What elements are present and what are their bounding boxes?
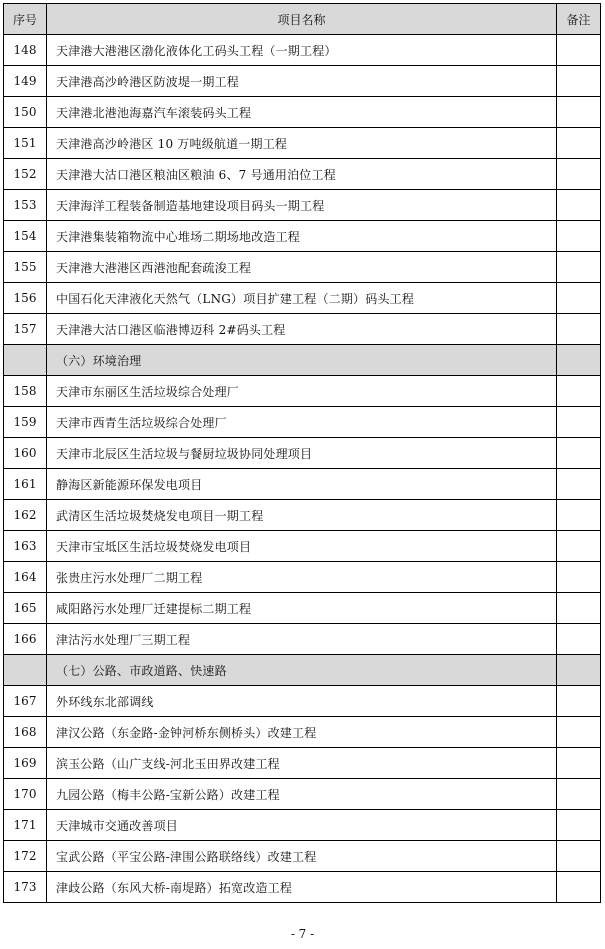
- header-name: 项目名称: [47, 4, 557, 35]
- name-cell: 天津海洋工程装备制造基地建设项目码头一期工程: [47, 190, 557, 221]
- table-row: [4, 252, 601, 283]
- no-cell: 154: [4, 221, 47, 252]
- note-cell: [557, 438, 601, 469]
- note-cell: [557, 624, 601, 655]
- name-cell: 静海区新能源环保发电项目: [47, 469, 557, 500]
- table-row: [4, 841, 601, 872]
- no-cell: 153: [4, 190, 47, 221]
- note-cell: [557, 376, 601, 407]
- no-cell: 163: [4, 531, 47, 562]
- no-cell: 159: [4, 407, 47, 438]
- note-cell: [557, 810, 601, 841]
- table-row: [4, 283, 601, 314]
- name-cell: 天津市西青生活垃圾综合处理厂: [47, 407, 557, 438]
- name-cell: 津歧公路（东风大桥-南堤路）拓宽改造工程: [47, 872, 557, 903]
- name-cell: 张贵庄污水处理厂二期工程: [47, 562, 557, 593]
- name-cell: 滨玉公路（山广支线-河北玉田界改建工程: [47, 748, 557, 779]
- name-cell: 天津市北辰区生活垃圾与餐厨垃圾协同处理项目: [47, 438, 557, 469]
- note-cell: [557, 35, 601, 66]
- table-row: [4, 593, 601, 624]
- no-cell: 169: [4, 748, 47, 779]
- section-no-cell: [4, 345, 47, 376]
- no-cell: 162: [4, 500, 47, 531]
- no-cell: 160: [4, 438, 47, 469]
- no-cell: 172: [4, 841, 47, 872]
- note-cell: [557, 283, 601, 314]
- table-row: [4, 500, 601, 531]
- no-cell: 168: [4, 717, 47, 748]
- note-cell: [557, 872, 601, 903]
- page-number: - 7 -: [290, 927, 315, 941]
- name-cell: 武清区生活垃圾焚烧发电项目一期工程: [47, 500, 557, 531]
- name-cell: 天津城市交通改善项目: [47, 810, 557, 841]
- note-cell: [557, 562, 601, 593]
- name-cell: 津沽污水处理厂三期工程: [47, 624, 557, 655]
- section-no-cell: [4, 655, 47, 686]
- section-row: [4, 655, 601, 686]
- note-cell: [557, 686, 601, 717]
- note-cell: [557, 779, 601, 810]
- table-row: [4, 97, 601, 128]
- no-cell: 166: [4, 624, 47, 655]
- section-note-cell: [557, 655, 601, 686]
- table-row: [4, 376, 601, 407]
- section-title: （六）环境治理: [47, 345, 557, 376]
- name-cell: 中国石化天津液化天然气（LNG）项目扩建工程（二期）码头工程: [47, 283, 557, 314]
- table-row: [4, 66, 601, 97]
- name-cell: 天津港高沙岭港区防波堤一期工程: [47, 66, 557, 97]
- note-cell: [557, 500, 601, 531]
- note-cell: [557, 97, 601, 128]
- section-note-cell: [557, 345, 601, 376]
- project-table: [3, 3, 601, 903]
- name-cell: 外环线东北部调线: [47, 686, 557, 717]
- table-row: [4, 872, 601, 903]
- note-cell: [557, 66, 601, 97]
- table-row: [4, 407, 601, 438]
- table-row: [4, 810, 601, 841]
- note-cell: [557, 748, 601, 779]
- note-cell: [557, 841, 601, 872]
- name-cell: 九园公路（梅丰公路-宝新公路）改建工程: [47, 779, 557, 810]
- no-cell: 165: [4, 593, 47, 624]
- table-row: [4, 128, 601, 159]
- name-cell: 天津港集装箱物流中心堆场二期场地改造工程: [47, 221, 557, 252]
- no-cell: 148: [4, 35, 47, 66]
- table-row: [4, 562, 601, 593]
- no-cell: 151: [4, 128, 47, 159]
- note-cell: [557, 593, 601, 624]
- table-row: [4, 221, 601, 252]
- table-row: [4, 35, 601, 66]
- table-row: [4, 717, 601, 748]
- name-cell: 津汉公路（东金路-金钟河桥东侧桥头）改建工程: [47, 717, 557, 748]
- table-row: [4, 779, 601, 810]
- note-cell: [557, 531, 601, 562]
- name-cell: 天津港北港池海嘉汽车滚装码头工程: [47, 97, 557, 128]
- note-cell: [557, 717, 601, 748]
- no-cell: 149: [4, 66, 47, 97]
- header-note: 备注: [557, 4, 601, 35]
- name-cell: 天津港高沙岭港区 10 万吨级航道一期工程: [47, 128, 557, 159]
- no-cell: 155: [4, 252, 47, 283]
- no-cell: 164: [4, 562, 47, 593]
- note-cell: [557, 252, 601, 283]
- table-row: [4, 748, 601, 779]
- note-cell: [557, 314, 601, 345]
- table-row: [4, 686, 601, 717]
- no-cell: 156: [4, 283, 47, 314]
- no-cell: 158: [4, 376, 47, 407]
- note-cell: [557, 159, 601, 190]
- note-cell: [557, 407, 601, 438]
- note-cell: [557, 221, 601, 252]
- table-row: [4, 438, 601, 469]
- name-cell: 天津市宝坻区生活垃圾焚烧发电项目: [47, 531, 557, 562]
- no-cell: 152: [4, 159, 47, 190]
- header-no: 序号: [4, 4, 47, 35]
- name-cell: 天津港大沽口港区粮油区粮油 6、7 号通用泊位工程: [47, 159, 557, 190]
- table-row: [4, 624, 601, 655]
- no-cell: 161: [4, 469, 47, 500]
- no-cell: 157: [4, 314, 47, 345]
- table-header-row: [4, 4, 601, 35]
- name-cell: 咸阳路污水处理厂迁建提标二期工程: [47, 593, 557, 624]
- no-cell: 173: [4, 872, 47, 903]
- no-cell: 171: [4, 810, 47, 841]
- no-cell: 170: [4, 779, 47, 810]
- no-cell: 167: [4, 686, 47, 717]
- name-cell: 天津港大沽口港区临港博迈科 2#码头工程: [47, 314, 557, 345]
- table-row: [4, 469, 601, 500]
- table-row: [4, 314, 601, 345]
- no-cell: 150: [4, 97, 47, 128]
- note-cell: [557, 128, 601, 159]
- section-title: （七）公路、市政道路、快速路: [47, 655, 557, 686]
- table-body: [4, 35, 601, 903]
- name-cell: 天津市东丽区生活垃圾综合处理厂: [47, 376, 557, 407]
- note-cell: [557, 190, 601, 221]
- name-cell: 天津港大港港区渤化液体化工码头工程（一期工程）: [47, 35, 557, 66]
- table-row: [4, 531, 601, 562]
- section-row: [4, 345, 601, 376]
- table-row: [4, 190, 601, 221]
- name-cell: 天津港大港港区西港池配套疏浚工程: [47, 252, 557, 283]
- name-cell: 宝武公路（平宝公路-津围公路联络线）改建工程: [47, 841, 557, 872]
- table-row: [4, 159, 601, 190]
- note-cell: [557, 469, 601, 500]
